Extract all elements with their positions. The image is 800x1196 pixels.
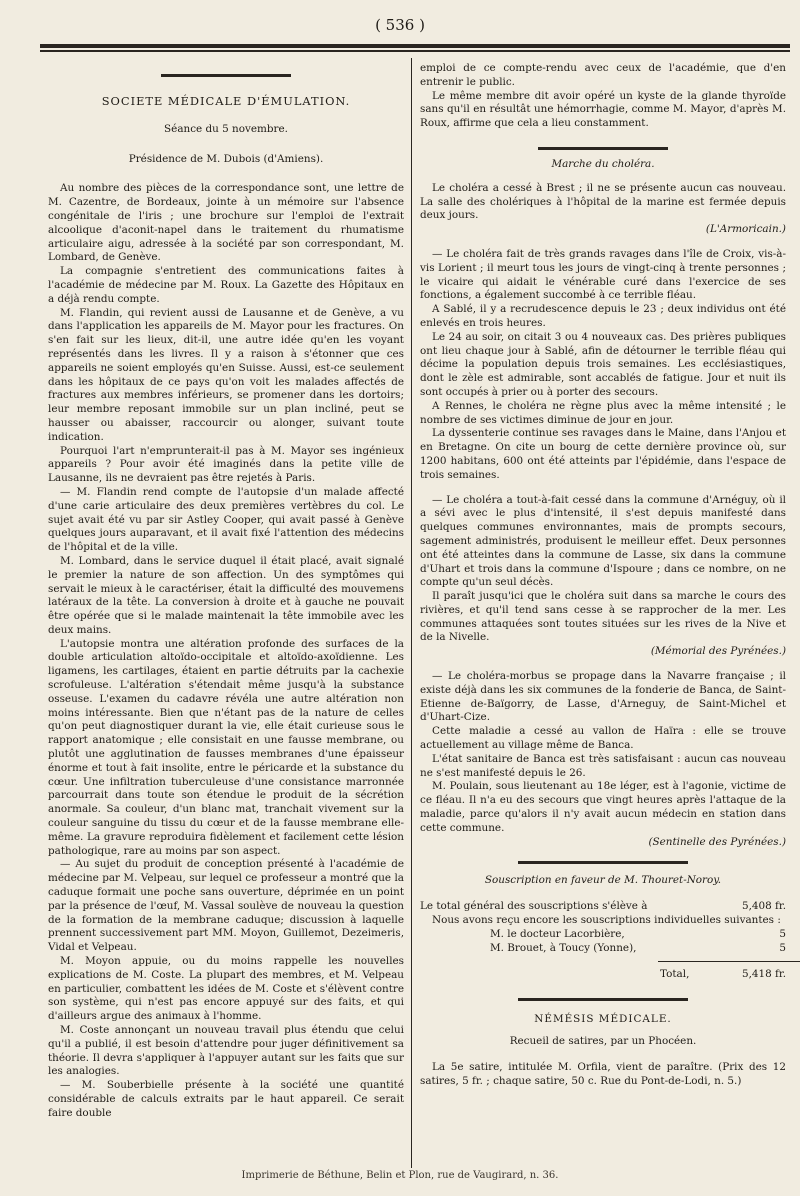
page-number: ( 536 ) bbox=[375, 16, 425, 34]
sum-rule bbox=[658, 961, 800, 962]
total-label: Total, bbox=[660, 968, 690, 981]
nemesis-title: NÉMÉSIS MÉDICALE. bbox=[534, 1013, 672, 1026]
paragraph: A Sablé, il y a recrudescence depuis le 23 ; deux individus ont été enlevés en trois heures. bbox=[420, 303, 786, 329]
seance-date: Séance du 5 novembre. bbox=[164, 122, 288, 135]
souscription-total bbox=[420, 968, 786, 982]
section-separator bbox=[518, 998, 688, 1001]
paragraph: L'état sanitaire de Banca est très satisfaisant : aucun cas nouveau ne s'est manifesté depuis le 26. bbox=[420, 752, 786, 779]
paragraph: Le 24 au soir, on citait 3 ou 4 nouveaux cas. Des prières publiques ont lieu chaque jour à Sablé, afin de détourner le terrible fléau qui décime la population depuis trois semaines. Les ecclésiastiques, dont le zèle est admirable, sont accablés de fatigue. Jour et nuit ils sont occupés à prier ou à porter des secours. bbox=[420, 330, 786, 398]
left-column bbox=[48, 62, 404, 1121]
paragraph: Nous avons reçu encore les souscriptions individuelles suivantes : bbox=[432, 914, 781, 927]
paragraph: — M. Souberbielle présente à la société une quantité considérable de calculs extraits par le haut appareil. Ce serait faire double bbox=[48, 1079, 404, 1119]
souscription-intro: Le total général des souscriptions s'élève à bbox=[420, 900, 648, 913]
paragraph: M. Poulain, sous lieutenant au 18e léger, est à l'agonie, victime de ce fléau. Il n'a eu des secours que vingt heures après l'attaque de la maladie, parce qu'alors il n'y avait aucun médecin en station dans cette commune. bbox=[420, 780, 786, 834]
right-column bbox=[420, 62, 786, 1088]
section-separator bbox=[161, 74, 291, 77]
top-rule-thin bbox=[40, 50, 790, 52]
paragraph: Cette maladie a cessé au vallon de Haïra : elle se trouve actuellement au village même de Banca. bbox=[420, 725, 786, 752]
section-title: SOCIETE MÉDICALE D'ÉMULATION. bbox=[101, 94, 351, 108]
paragraph: — Au sujet du produit de conception présenté à l'académie de médecine par M. Velpeau, sur lequel ce professeur a montré que la caduque formait une poche sans ouverture, déprimée en un point par la présence de l'œuf, M. Vassal soulève de nouveau la question de la formation de la membrane caduque; discussion à laquelle prennent successivement part MM. Moyon, Guillemot, Dezeimeris, Vidal et Velpeau. bbox=[48, 858, 404, 954]
total-amount: 5,418 fr. bbox=[741, 968, 786, 981]
paragraph: Le même membre dit avoir opéré un kyste de la glande thyroïde sans qu'il en résultât une hémorrhagie, comme M. Mayor, d'après M. Roux, affirme que cela a lieu constamment. bbox=[420, 89, 786, 130]
section-separator bbox=[518, 861, 688, 864]
souscription-item-label: M. le docteur Lacorbière, bbox=[490, 927, 625, 940]
souscription-item-label: M. Brouet, à Toucy (Yonne), bbox=[490, 941, 637, 954]
paragraph: M. Lombard, dans le service duquel il était placé, avait signalé le premier la nature de son affection. Un des symptômes qui servait le mieux à le caractériser, était la difficulté des mouvemens latéraux de la tête. La conversion à droite et à gauche ne pouvait être opérée que si le malade maintenait la tête immobile avec les deux mains. bbox=[48, 554, 404, 636]
paragraph: Pourquoi l'art n'emprunterait-il pas à M. Mayor ses ingénieux appareils ? Pour avoir été imaginés dans la petite ville de Lausanne, ils ne devraient pas être rejetés à Paris. bbox=[48, 444, 404, 485]
paragraph: La dyssenterie continue ses ravages dans le Maine, dans l'Anjou et en Bretagne. On cite un bourg de cette dernière province où, sur 1200 habitans, 600 ont été atteints par l'épidémie, dans l'espace de trois semaines. bbox=[420, 427, 786, 481]
nemesis-subtitle: Recueil de satires, par un Phocéen. bbox=[509, 1035, 697, 1048]
paragraph: M. Flandin, qui revient aussi de Lausanne et de Genève, a vu dans l'application les appareils de M. Mayor pour les fractures. On s'en fait sur les lieux, dit-il, une autre idée qu'en les voyant représentés dans les livres. Il y a raison à s'étonner que ces appareils ne soient employés qu'en Suisse. Aussi, est-ce seulement dans les hôpitaux de ce pays qu'on voit les malades affectés de fractures aux membres inférieurs, se promener dans les dortoirs; leur membre reposant immobile sur un plan incliné, peut se hausser ou abaisser, raccourcir ou alonger, suivant toute indication. bbox=[48, 306, 404, 443]
paragraph: — Le choléra fait de très grands ravages dans l'île de Croix, vis-à-vis Lorient ; il meurt tous les jours de vingt-cinq à trente personnes ; le vicaire qui aidait le vénérable curé dans l'exercice de ses fonctions, a également succombé à ce terrible fléau. bbox=[420, 247, 786, 302]
souscription-title: Souscription en faveur de M. Thouret-Noroy. bbox=[484, 874, 722, 887]
presidence: Présidence de M. Dubois (d'Amiens). bbox=[128, 152, 324, 165]
top-rule bbox=[40, 44, 790, 48]
souscription-total-line bbox=[420, 900, 786, 914]
section-separator bbox=[538, 147, 668, 150]
paragraph: A Rennes, le choléra ne règne plus avec la même intensité ; le nombre de ses victimes diminue de jour en jour. bbox=[420, 399, 786, 426]
souscription-intro-amount: 5,408 fr. bbox=[741, 900, 786, 913]
column-divider bbox=[411, 58, 412, 1168]
printer-imprint: Imprimerie de Béthune, Belin et Plon, rue de Vaugirard, n. 36. bbox=[241, 1170, 559, 1181]
source-citation: (L'Armoricain.) bbox=[705, 223, 786, 236]
paragraph: La compagnie s'entretient des communications faites à l'académie de médecine par M. Roux. La Gazette des Hôpitaux en a déjà rendu compte. bbox=[48, 265, 404, 305]
paragraph: La 5e satire, intitulée M. Orfila, vient de paraître. (Prix des 12 satires, 5 fr. ; chaque satire, 50 c. Rue du Pont-de-Lodi, n. 5.) bbox=[420, 1060, 786, 1087]
paragraph: Au nombre des pièces de la correspondance sont, une lettre de M. Cazentre, de Bordeaux, jointe à un mémoire sur l'absence congénitale de l'iris ; une brochure sur l'emploi de l'extrait alcoolique d'aconit-napel dans le traitement du rhumatisme articulaire aigu, adressée à la société par son correspondant, M. Lombard, de Genève. bbox=[48, 182, 404, 264]
cholera-title: Marche du choléra. bbox=[551, 157, 655, 170]
paragraph: emploi de ce compte-rendu avec ceux de l'académie, que d'en entrenir le public. bbox=[420, 62, 786, 88]
paragraph: — Le choléra a tout-à-fait cessé dans la commune d'Arnéguy, où il a sévi avec le plus d'intensité, il s'est depuis manifesté dans quelques communes environnantes, mais de prompts secours, sagement administrés, produisent le meilleur effet. Deux personnes ont été atteintes dans la commune de Lasse, six dans la commune d'Uhart et trois dans la commune d'Ispoure ; dans ce nombre, on ne compte qu'un seul décès. bbox=[420, 493, 786, 589]
souscription-item-amount: 5 bbox=[779, 927, 786, 940]
souscription-item bbox=[420, 942, 786, 956]
paragraph: Le choléra a cessé à Brest ; il ne se présente aucun cas nouveau. La salle des cholériques à l'hôpital de la marine est fermée depuis deux jours. bbox=[420, 181, 786, 222]
paragraph: M. Moyon appuie, ou du moins rappelle les nouvelles explications de M. Coste. La plupart des membres, et M. Velpeau en particulier, combattent les idées de M. Coste et s'élèvent contre son système, qui n'est pas encore appuyé sur des faits, et qui d'ailleurs argue des animaux à l'homme. bbox=[48, 955, 404, 1023]
souscription-item-amount: 5 bbox=[779, 941, 786, 954]
paragraph: — Le choléra-morbus se propage dans la Navarre française ; il existe déjà dans les six communes de la fonderie de Banca, de Saint-Etienne de-Baïgorry, de Lasse, d'Arneguy, de Saint-Michel et d'Uhart-Cize. bbox=[420, 670, 786, 724]
source-citation: (Sentinelle des Pyrénées.) bbox=[648, 835, 786, 848]
paragraph: M. Coste annonçant un nouveau travail plus étendu que celui qu'il a publié, il est besoin d'attendre pour juger définitivement sa théorie. Il devra s'appliquer à l'appuyer autant sur les faits que sur les analogies. bbox=[48, 1024, 404, 1078]
paragraph: — M. Flandin rend compte de l'autopsie d'un malade affecté d'une carie articulaire des deux premières vertèbres du col. Le sujet avait été vu par sir Astley Cooper, qui avait passé à Genève quelques jours auparavant, et il avait fixé l'attention des médecins de l'hôpital et de la ville. bbox=[48, 485, 404, 554]
source-citation: (Mémorial des Pyrénées.) bbox=[650, 645, 786, 658]
souscription-item bbox=[420, 928, 786, 942]
paragraph: Il paraît jusqu'ici que le choléra suit dans sa marche le cours des rivières, et qu'il tend sans cesse à se rapprocher de la mer. Les communes attaquées sont toutes situées sur les rives de la Nive et de la Nivelle. bbox=[420, 590, 786, 644]
paragraph: L'autopsie montra une altération profonde des surfaces de la double articulation altoïdo-occipitale et altoïdo-axoïdienne. Les ligamens, les cartilages, étaient en partie détruits par la cachexie scrofuleuse. L'altération s'étendait même jusqu'à la substance osseuse. L'examen du cadavre révéla une autre altération non moins intéressante. Bien que n'étant pas de la nature de celles qu'on peut diagnostiquer durant la vie, elle était curieuse sous le rapport anatomique ; elle consistait en une fausse membrane, ou plutôt une agglutination de fausses membranes d'une épaisseur énorme et tout à fait insolite, entre le péricarde et la substance du cœur. Une infiltration tuberculeuse d'une consistance marronnée parcourrait dans toute son étendue le produit de la sécrétion anormale. Sa couleur, d'un blanc mat, tranchait vivement sur la couleur sanguine du tissu du cœur et de la fausse membrane elle-même. La gravure reproduira fidèlement et facilement cette lésion pathologique, rare au moins par son aspect. bbox=[48, 637, 404, 857]
